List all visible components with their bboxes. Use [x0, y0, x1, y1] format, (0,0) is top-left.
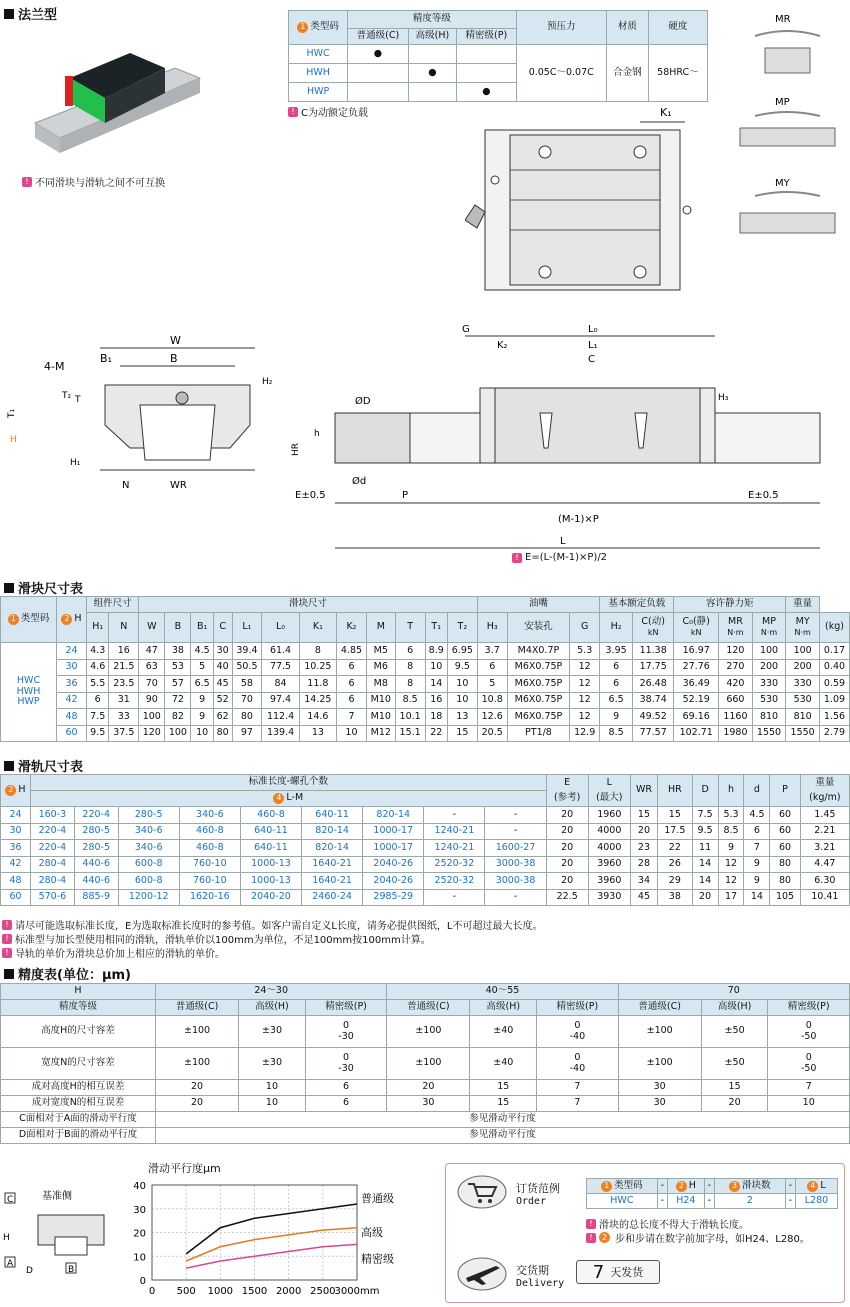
svg-text:B: B	[68, 1265, 75, 1275]
svg-text:B: B	[170, 352, 178, 365]
cart-icon	[456, 1174, 508, 1210]
type-code: HWH	[289, 64, 348, 83]
svg-text:K₂: K₂	[497, 340, 508, 351]
x-tick-label: 1500	[241, 1286, 268, 1297]
table-row: HWC HWH HWP 24 4.3 16 47 38 4.5 30 39.4 61.4 8 4.85 M5 6 8.9 6.95 3.7 M4X0.7P 5.3 3.95 11.38 16.97 120 100 100 0.17	[1, 643, 850, 660]
moment-my: MY	[775, 178, 790, 189]
svg-text:L₁: L₁	[588, 340, 598, 351]
y-tick-label: 30	[133, 1204, 146, 1216]
series-line	[186, 1244, 357, 1268]
airplane-icon	[456, 1256, 508, 1292]
block-top-view	[465, 100, 715, 300]
svg-text:Ød: Ød	[352, 476, 367, 487]
svg-text:4-M: 4-M	[44, 360, 65, 373]
table-row: 48 280-4 440-6 600-8 760-10 1000-13 1640-21 2040-26 2520-32 3000-38 20 3960 34 29 14 12 9 80 6.30	[1, 873, 850, 890]
order-note-1: ! 滑块的总长度不得大于滑轨长度。	[586, 1216, 749, 1231]
order-label: 订货范例	[516, 1182, 560, 1195]
block-col-header: C₀(静) kN	[674, 613, 719, 643]
block-col-header: H₃	[477, 613, 507, 643]
svg-text:H: H	[10, 435, 17, 445]
sliding-parallelism-chart	[112, 1170, 442, 1306]
block-col-header: L₀	[262, 613, 299, 643]
block-col-header: L₁	[232, 613, 262, 643]
y-tick-label: 40	[133, 1181, 146, 1192]
svg-text:P: P	[402, 490, 409, 501]
table-row: 高度H的尺寸容差 ±100 ±30 0 -30 ±100 ±40 0 -40 ±100 ±50 0 -50	[1, 1016, 850, 1048]
series-line	[186, 1228, 357, 1261]
svg-text:h: h	[314, 429, 320, 439]
svg-text:A: A	[7, 1259, 14, 1269]
front-view	[0, 330, 280, 500]
block-col-header: T₂	[447, 613, 477, 643]
x-tick-label: 3000mm	[334, 1286, 380, 1297]
note-interchange: ! 不同滑块与滑轨之间不可互换	[22, 174, 165, 189]
svg-text:H₂: H₂	[262, 377, 273, 387]
table-row: 42 280-4 440-6 600-8 760-10 1000-13 1640-21 2040-26 2520-32 3000-38 20 3960 28 26 14 12 9 80 4.47	[1, 856, 850, 873]
block-col-header: K₁	[299, 613, 336, 643]
side-view	[290, 318, 830, 588]
rail-note-2: ! 标准型与加长型使用相同的滑轨，滑轨单价以100mm为单位，不足100mm按100mm计算。	[2, 931, 431, 946]
rail-section-title: 滑轨尺寸表	[4, 756, 83, 775]
block-col-header: C	[213, 613, 232, 643]
rail-note-3: ! 导轨的单价为滑块总价加上相应的滑轨的单价。	[2, 945, 225, 960]
rail-table: 2 H 标准长度-螺孔个数 E L WR HR D h d P 重量 4 L-M (参考) (最大) (kg/m) 24 160-3 220-4 280-5 340-6 460-8 640-11 820-14 - - 20 1960 15 15 7.5 5.3 4.5 60 1.45 30 220-4 280-5 340-6 460-8 640-11 820-14 1000-17 1240-21 - 20 4000 20 17.5 9.5 8.5 6 60 2.21 36 220-4 280-5 340-6 460-8 640-11 820-14 1000-17 1240-21 1600-27 20 4000 23 22 11 9 7 60 3.21 42 280-4 440-6 600-8 760-10 1000-13 1640-21 2040-26 2520-32 3000-38 20 3960 28 26 14 12 9 80 4.47 48 280-4 440-6 600-8 760-10 1000-13 1640-21 2040-26 2520-32 3000-38 20 3960 34 29 14 12 9 80 6.30 60 570-6 885-9 1200-12 1620-16 2040-20 2460-24 2985-29 - - 22.5 3930 45 38 20 17 14 105 10.41	[0, 774, 850, 906]
svg-text:E±0.5: E±0.5	[748, 490, 779, 501]
svg-text:C: C	[588, 354, 595, 365]
moment-mr: MR	[775, 14, 791, 25]
svg-text:C: C	[7, 1195, 14, 1205]
series-label: 精密级	[361, 1252, 394, 1266]
table-row: 宽度N的尺寸容差 ±100 ±30 0 -30 ±100 ±40 0 -40 ±100 ±50 0 -50	[1, 1048, 850, 1080]
svg-text:(M-1)×P: (M-1)×P	[558, 514, 599, 525]
series-label: 普通级	[361, 1192, 394, 1205]
svg-text:N: N	[122, 480, 130, 491]
y-tick-label: 0	[139, 1276, 146, 1287]
table-row: 36 5.5 23.5 70 57 6.5 45 58 84 11.8 6 M8 8 14 10 5 M6X0.75P 12 6 26.48 36.49 420 330 330 0.59	[1, 676, 850, 693]
block-col-header: M	[366, 613, 395, 643]
table-row: 48 7.5 33 100 82 9 62 80 112.4 14.6 7 M10 10.1 18 13 12.6 M6X0.75P 12 9 49.52 69.16 1160 810 810 1.56	[1, 709, 850, 726]
svg-text:H₁: H₁	[70, 458, 81, 468]
block-table: 1 类型码 2 H 组件尺寸 滑块尺寸 油嘴 基本额定负载 容许静力矩 重量 H₁ N W B B₁ C L₁ L₀ K₁ K₂ M T T₁ T₂ H₃ 安装孔 G H₂ C(动) kN C₀(静) kN MR N·m MP N·m MY N·m (kg) HWC HWH HWP 24 4.3 16 47 38 4.5 30 39.4 61.4 8 4.85 M5 6 8.9 6.95 3.7 M4X0.7P 5.3 3.95 11.38 16.97 120 100 100 0.17 30 4.6 21.5 63 53 5 40 50.5 77.5 10.25 6 M6 8 10 9.5 6 M6X0.75P 12 6 17.75 27.76 270 200 200 0.40 36 5.5 23.5 70 57 6.5 45 58 84 11.8 6 M8 8 14 10 5 M6X0.75P 12 6 26.48 36.49 420 330 330 0.59 42 6 31 90 72 9 52 70 97.4 14.25 6 M10 8.5 16 10 10.8 M6X0.75P 12 6.5 38.74 52.19 660 530 530 1.09 48 7.5 33 100 82 9 62 80 112.4 14.6 7 M10 10.1 18 13 12.6 M6X0.75P 12 9 49.52 69.16 1160 810 810 1.56 60 9.5 37.5 120 100 10 80 97 139.4 13 10 M12 15.1 22 15 20.5 PT1/8 12.9 8.5 77.57 102.71 1980 1550 1550 2.79	[0, 596, 850, 742]
svg-text:B₁: B₁	[100, 352, 112, 365]
svg-text:T₁: T₁	[7, 408, 17, 418]
block-col-header: B	[165, 613, 191, 643]
rail-note-1: ! 请尽可能选取标准长度，E为选取标准长度时的参考值。如客户需自定义L长度，请务必提供图纸，L不可超过最大长度。	[2, 917, 542, 932]
x-tick-label: 2000	[275, 1286, 302, 1297]
order-label-en: Order	[516, 1196, 547, 1207]
svg-text:T: T	[75, 395, 81, 405]
x-tick-label: 1000	[207, 1286, 234, 1297]
delivery-label: 交货期	[516, 1264, 549, 1277]
svg-text:HR: HR	[291, 442, 301, 456]
delivery-days-badge: 7 天发货	[576, 1260, 660, 1284]
moment-mp: MP	[775, 97, 790, 108]
block-col-header: MY N·m	[786, 613, 820, 643]
svg-text:WR: WR	[170, 480, 187, 491]
block-col-header: B₁	[191, 613, 213, 643]
svg-text:H₃: H₃	[718, 393, 729, 403]
block-col-header: C(动) kN	[633, 613, 674, 643]
type-codes: HWC HWH HWP	[1, 643, 57, 742]
svg-text:G: G	[462, 324, 470, 335]
product-image	[25, 28, 205, 168]
block-col-header: W	[139, 613, 165, 643]
table-row: 成对高度H的相互误差 20 10 6 20 15 7 30 15 7	[1, 1080, 850, 1096]
svg-text:E±0.5: E±0.5	[295, 490, 326, 501]
block-col-header: (kg)	[819, 613, 849, 643]
order-note-2: ! 2 步和步请在数字前加字母，如H24、L280。	[586, 1230, 810, 1245]
block-col-header: MP N·m	[752, 613, 786, 643]
type-code: HWC	[289, 45, 348, 64]
accuracy-section-title: 精度表(单位：μm)	[4, 964, 131, 983]
flange-section-title: 法兰型	[4, 4, 57, 23]
table-row: 60 9.5 37.5 120 100 10 80 97 139.4 13 10 M12 15.1 22 15 20.5 PT1/8 12.9 8.5 77.57 102.71 1980 1550 1550 2.79	[1, 725, 850, 742]
block-col-header: G	[570, 613, 600, 643]
svg-text:H: H	[3, 1233, 10, 1243]
note-c: ! C为动额定负载	[288, 104, 368, 119]
type-code: HWP	[289, 83, 348, 102]
x-tick-label: 0	[148, 1286, 156, 1297]
block-col-header: MR N·m	[719, 613, 753, 643]
series-label: 高级	[361, 1225, 383, 1239]
block-col-header: 安装孔	[507, 613, 570, 643]
y-tick-label: 10	[133, 1252, 146, 1264]
table-row: 成对宽度N的相互误差 20 10 6 30 15 7 30 20 10	[1, 1096, 850, 1112]
block-col-header: H₂	[600, 613, 633, 643]
table-row: 42 6 31 90 72 9 52 70 97.4 14.25 6 M10 8.5 16 10 10.8 M6X0.75P 12 6.5 38.74 52.19 660 530 530 1.09	[1, 692, 850, 709]
svg-text:D: D	[26, 1266, 33, 1276]
svg-text:L: L	[560, 536, 566, 547]
flange-table: 1 类型码 精度等级 预压力 材质 硬度 普通级(C) 高级(H) 精密级(P) HWC ● 0.05C～0.07C 合金钢 58HRC～ HWH ● HWP ●	[288, 10, 708, 102]
svg-text:W: W	[170, 334, 181, 347]
x-tick-label: 2500	[310, 1286, 336, 1297]
block-col-header: K₂	[337, 613, 367, 643]
formula-note: ! E=(L-(M-1)×P)/2	[512, 552, 607, 563]
block-col-header: H₁	[87, 613, 109, 643]
chart-title: 滑动平行度μm	[148, 1162, 221, 1175]
table-row: 24 160-3 220-4 280-5 340-6 460-8 640-11 820-14 - - 20 1960 15 15 7.5 5.3 4.5 60 1.45	[1, 807, 850, 824]
moment-icons	[735, 8, 840, 248]
block-section-title: 滑块尺寸表	[4, 578, 83, 597]
svg-text:T₂: T₂	[62, 391, 72, 401]
x-tick-label: 500	[176, 1286, 196, 1297]
table-row: 30 4.6 21.5 63 53 5 40 50.5 77.5 10.25 6 M6 8 10 9.5 6 M6X0.75P 12 6 17.75 27.76 270 200 200 0.40	[1, 659, 850, 676]
block-col-header: N	[109, 613, 139, 643]
delivery-label-en: Delivery	[516, 1278, 565, 1289]
svg-text:基准侧: 基准侧	[42, 1191, 72, 1202]
table-row: 60 570-6 885-9 1200-12 1620-16 2040-20 2460-24 2985-29 - - 22.5 3930 45 38 20 17 14 105 10.41	[1, 889, 850, 906]
table-row: 36 220-4 280-5 340-6 460-8 640-11 820-14 1000-17 1240-21 1600-27 20 4000 23 22 11 9 7 60 3.21	[1, 840, 850, 857]
table-row: 30 220-4 280-5 340-6 460-8 640-11 820-14 1000-17 1240-21 - 20 4000 20 17.5 9.5 8.5 6 60 2.21	[1, 823, 850, 840]
block-col-header: T₁	[425, 613, 447, 643]
order-box	[445, 1163, 845, 1303]
order-example-table: 1 类型码 - 2 H - 3 滑块数 - 4 L HWC - H24 - 2 - L280	[586, 1178, 838, 1209]
y-tick-label: 20	[133, 1228, 146, 1240]
dim-k1: K₁	[660, 106, 672, 119]
base-side-diagram	[0, 1185, 110, 1285]
svg-text:L₀: L₀	[588, 324, 598, 335]
block-col-header: T	[395, 613, 425, 643]
accuracy-table: H 24～30 40～55 70 精度等级 普通级(C) 高级(H) 精密级(P) 普通级(C) 高级(H) 精密级(P) 普通级(C) 高级(H) 精密级(P) 高度H的尺寸容差 ±100 ±30 0 -30 ±100 ±40 0 -40 ±100 ±50 0 -50 宽度N的尺寸容差 ±100 ±30 0 -30 ±100 ±40 0 -40 ±100 ±50 0 -50 成对高度H的相互误差 20 10 6 20 15 7 30 15 7 成对宽度N的相互误差 20 10 6 30 15 7 30 20 10 C面相对于A面的滑动平行度 参见滑动平行度 D面相对于B面的滑动平行度 参见滑动平行度	[0, 983, 850, 1144]
svg-text:ØD: ØD	[355, 396, 371, 407]
delivery-days: 7	[592, 1261, 605, 1283]
